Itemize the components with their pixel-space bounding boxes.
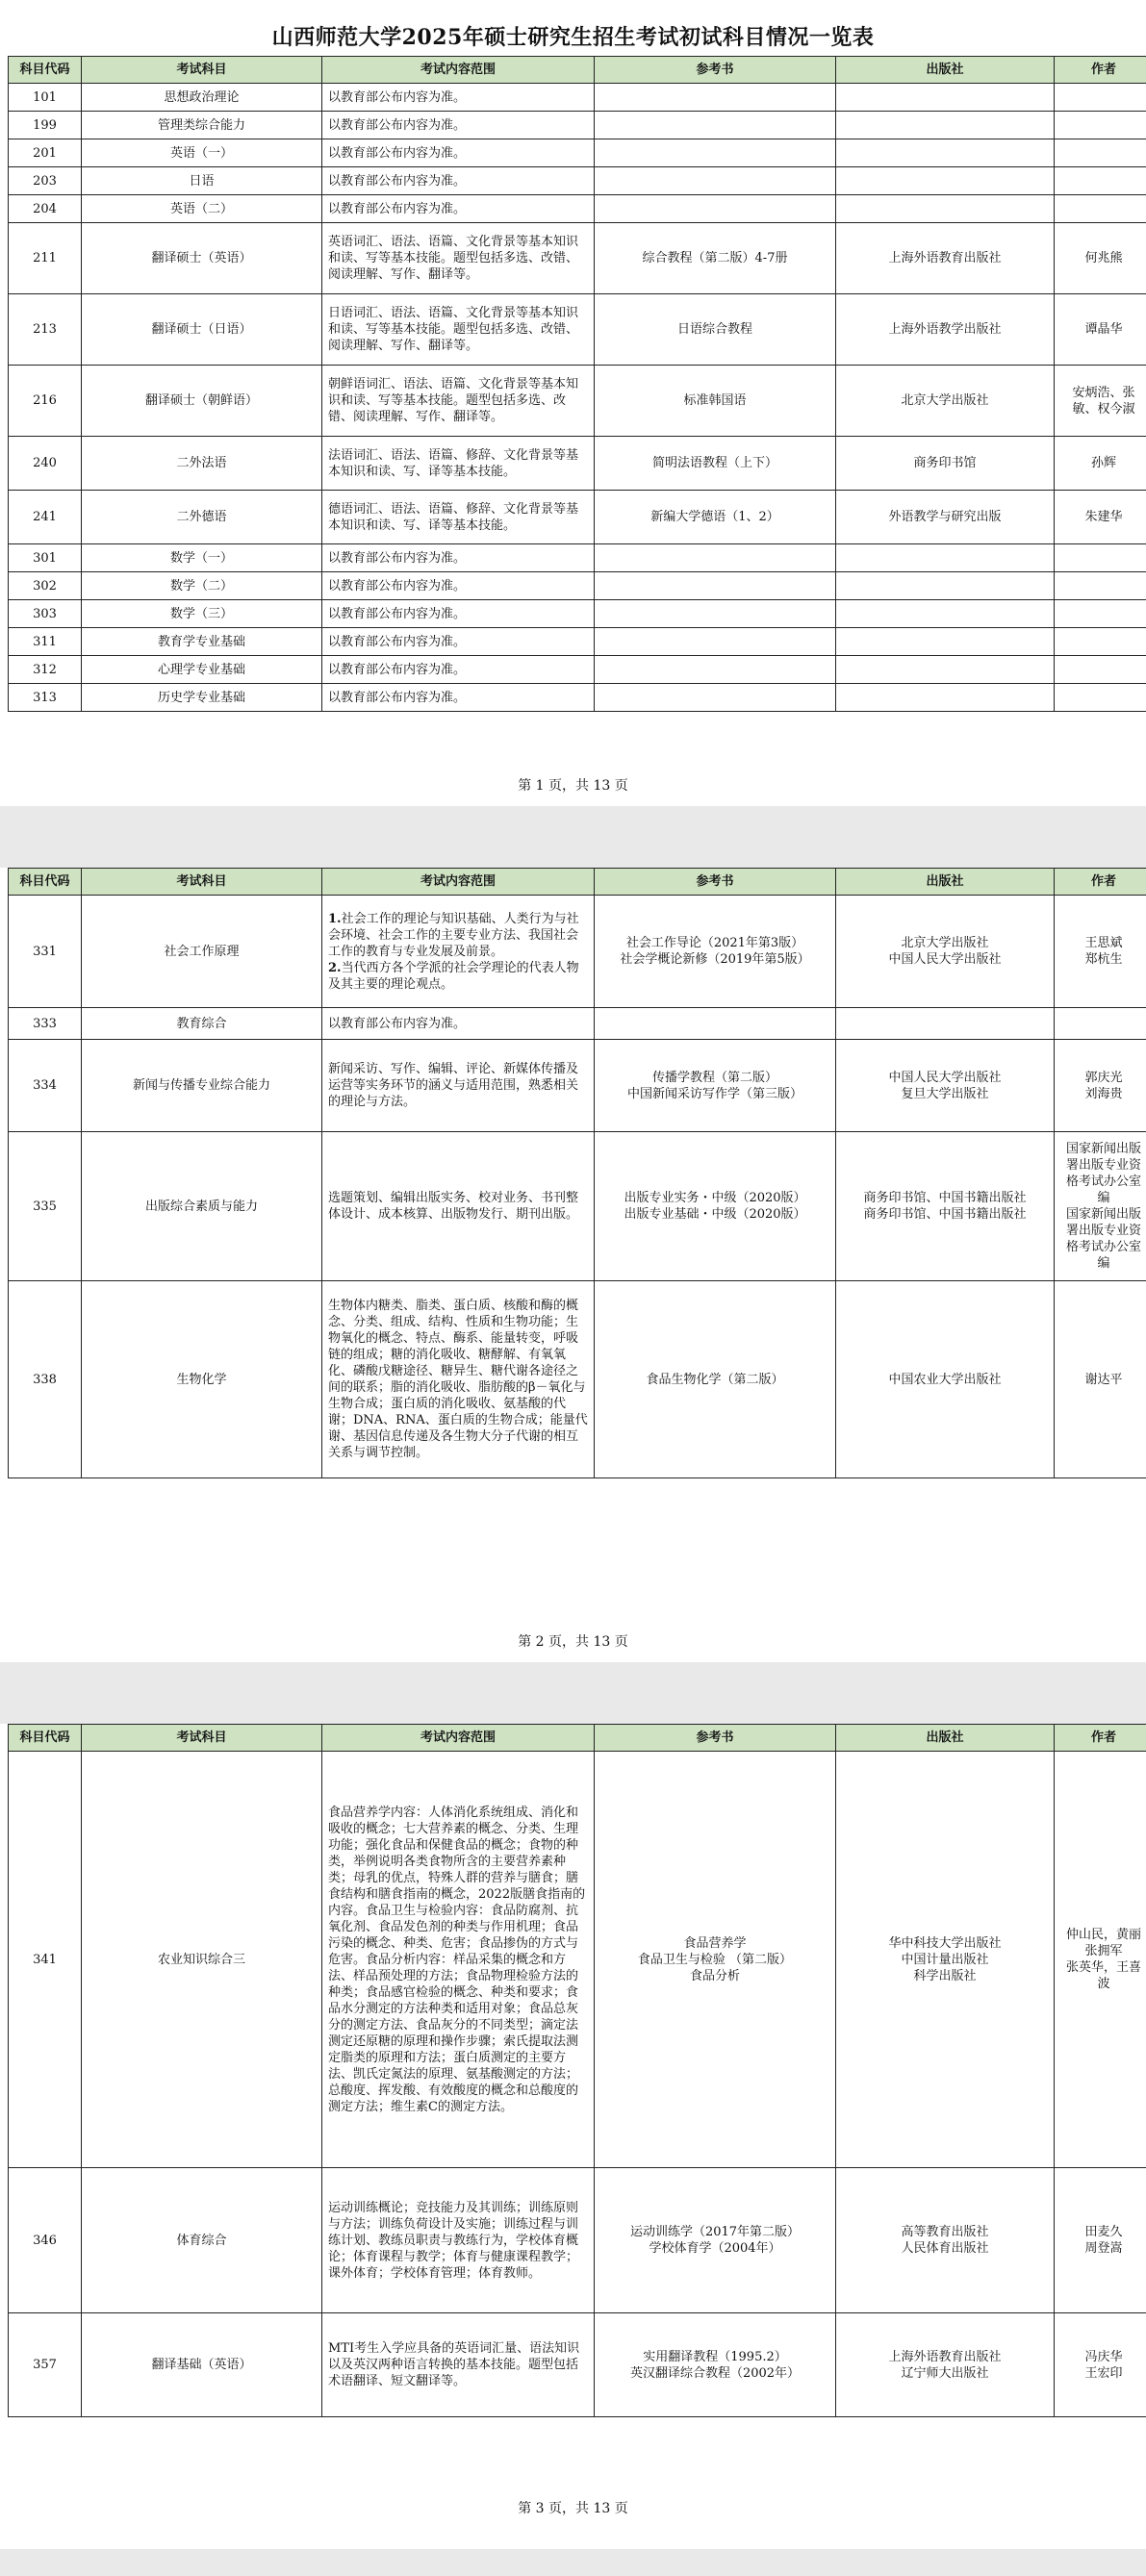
header-book: 参考书	[595, 57, 836, 84]
author-name: 刘海贵	[1084, 1086, 1123, 1101]
scope-cell: 生物体内糖类、脂类、蛋白质、核酸和酶的概念、分类、组成、结构、性质和生物功能；生物氧化的概念、特点、酶系、能量转变，呼吸链的组成；糖的消化吸收、糖酵解、有氧氧化、磷酸戊糖途径、糖异生、糖代谢各途径之间的联系；脂的消化吸收、脂肪酸的β－氧化与生物合成；蛋白质的消化吸收、氨基酸的代谢；DNA、RNA、蛋白质的生物合成；能量代谢、基因信息传递及各生物大分子代谢的相互关系与调节控制。	[322, 1281, 595, 1478]
author-name: 王思斌	[1084, 936, 1123, 950]
author-name: 冯庆华	[1084, 2349, 1123, 2364]
header-publisher: 出版社	[836, 1725, 1055, 1752]
publisher-name: 商务印书馆、中国书籍出版社	[863, 1191, 1027, 1205]
table-row	[9, 2168, 1146, 2313]
author-cell	[1055, 1040, 1146, 1132]
publisher-cell	[836, 1132, 1055, 1281]
book-cell	[595, 656, 836, 684]
publisher-name: 中国人民大学出版社	[888, 1070, 1002, 1085]
subject-cell: 二外法语	[82, 437, 322, 491]
scope-cell: 以教育部公布内容为准。	[322, 112, 595, 139]
author-cell: 谢达平	[1055, 1281, 1146, 1478]
table-row	[9, 1132, 1146, 1281]
book-cell	[595, 628, 836, 656]
header-subject: 考试科目	[82, 1725, 322, 1752]
scope-cell: 以教育部公布内容为准。	[322, 656, 595, 684]
publisher-cell	[836, 544, 1055, 572]
book-title: 出版专业实务・中级（2020版）	[624, 1191, 806, 1205]
publisher-cell: 中国农业大学出版社	[836, 1281, 1055, 1478]
code-cell: 313	[9, 684, 82, 712]
book-cell	[595, 896, 836, 1008]
table-header-row	[9, 57, 1146, 84]
scope-item-number: 2.	[328, 960, 342, 975]
code-cell: 331	[9, 896, 82, 1008]
table-row	[9, 544, 1146, 572]
publisher-cell	[836, 656, 1055, 684]
book-title: 传播学教程（第二版）	[651, 1070, 777, 1085]
table-row	[9, 139, 1146, 167]
publisher-cell: 商务印书馆	[836, 437, 1055, 491]
code-cell: 335	[9, 1132, 82, 1281]
author-cell	[1055, 656, 1146, 684]
publisher-name: 商务印书馆、中国书籍出版社	[863, 1207, 1027, 1222]
subject-cell: 翻译硕士（日语）	[82, 294, 322, 366]
scope-cell: 以教育部公布内容为准。	[322, 195, 595, 223]
header-code: 科目代码	[9, 1725, 82, 1752]
author-cell: 谭晶华	[1055, 294, 1146, 366]
publisher-cell: 上海外语教学出版社	[836, 294, 1055, 366]
book-title: 食品分析	[689, 1968, 740, 1983]
code-cell: 301	[9, 544, 82, 572]
subject-cell: 社会工作原理	[82, 896, 322, 1008]
author-cell: 安炳浩、张敏、权今淑	[1055, 366, 1146, 437]
author-name: 张英华，王喜波	[1065, 1960, 1141, 1991]
code-cell: 213	[9, 294, 82, 366]
scope-cell: 食品营养学内容：人体消化系统组成、消化和吸收的概念；七大营养素的概念、分类、生理功能；强化食品和保健食品的概念；食物的种类，举例说明各类食物所含的主要营养素种类；母乳的优点，特殊人群的营养与膳食；膳食结构和膳食指南的概念，2022版膳食指南的内容。食品卫生与检验内容：食品防腐剂、抗氧化剂、食品发色剂的种类与作用机理；食品污染的概念、种类、危害；食品掺伪的方式与危害。食品分析内容：样品采集的概念和方法、样品预处理的方法；食品物理检验方法的种类；食品感官检验的概念、种类和要求；食品水分测定的方法种类和适用对象；食品总灰分的测定方法、食品灰分的不同类型；滴定法测定还原糖的原理和操作步骤；索氏提取法测定脂类的原理和方法；蛋白质测定的主要方法、凯氏定氮法的原理、氨基酸测定的方法；总酸度、挥发酸、有效酸度的概念和总酸度的测定方法；维生素C的测定方法。	[322, 1752, 595, 2168]
publisher-cell	[836, 84, 1055, 112]
scope-cell	[322, 896, 595, 1008]
publisher-cell	[836, 600, 1055, 628]
author-cell	[1055, 1132, 1146, 1281]
subject-cell: 农业知识综合三	[82, 1752, 322, 2168]
table-row	[9, 656, 1146, 684]
author-cell	[1055, 1752, 1146, 2168]
subject-cell: 历史学专业基础	[82, 684, 322, 712]
book-cell	[595, 1132, 836, 1281]
publisher-cell	[836, 2313, 1055, 2417]
code-cell: 303	[9, 600, 82, 628]
book-cell	[595, 167, 836, 195]
table-row	[9, 1281, 1146, 1478]
publisher-cell	[836, 628, 1055, 656]
exam-table-page-1	[8, 56, 1146, 712]
book-cell	[595, 684, 836, 712]
book-cell: 新编大学德语（1、2）	[595, 491, 836, 544]
book-title: 社会学概论新修（2019年第5版）	[620, 952, 810, 967]
subject-cell: 管理类综合能力	[82, 112, 322, 139]
publisher-cell	[836, 1752, 1055, 2168]
book-cell: 日语综合教程	[595, 294, 836, 366]
code-cell: 338	[9, 1281, 82, 1478]
table-row	[9, 684, 1146, 712]
publisher-cell	[836, 572, 1055, 600]
table-row	[9, 1008, 1146, 1040]
subject-cell: 出版综合素质与能力	[82, 1132, 322, 1281]
page-number: 第 1 页，共 13 页	[518, 778, 628, 794]
scope-cell: 以教育部公布内容为准。	[322, 628, 595, 656]
header-subject: 考试科目	[82, 57, 322, 84]
table-row	[9, 572, 1146, 600]
subject-cell: 翻译硕士（英语）	[82, 223, 322, 294]
subject-cell: 数学（三）	[82, 600, 322, 628]
publisher-name: 辽宁师大出版社	[901, 2365, 989, 2381]
header-code: 科目代码	[9, 57, 82, 84]
header-scope: 考试内容范围	[322, 1725, 595, 1752]
book-cell	[595, 139, 836, 167]
subject-cell: 英语（二）	[82, 195, 322, 223]
book-cell	[595, 1040, 836, 1132]
scope-cell: 以教育部公布内容为准。	[322, 572, 595, 600]
author-name: 张拥军	[1084, 1944, 1123, 1958]
author-cell	[1055, 544, 1146, 572]
author-cell	[1055, 84, 1146, 112]
book-cell	[595, 112, 836, 139]
publisher-name: 上海外语教育出版社	[888, 2349, 1002, 2364]
table-row	[9, 223, 1146, 294]
author-name: 仲山民，黄丽	[1065, 1928, 1141, 1942]
subject-cell: 翻译硕士（朝鲜语）	[82, 366, 322, 437]
book-title: 实用翻译教程（1995.2）	[643, 2349, 787, 2364]
code-cell: 240	[9, 437, 82, 491]
author-cell	[1055, 896, 1146, 1008]
table-row	[9, 112, 1146, 139]
table-row	[9, 896, 1146, 1008]
page-gap	[0, 2549, 1146, 2576]
table-row	[9, 1040, 1146, 1132]
publisher-cell: 上海外语教育出版社	[836, 223, 1055, 294]
code-cell: 241	[9, 491, 82, 544]
scope-cell: 以教育部公布内容为准。	[322, 1008, 595, 1040]
table-row	[9, 437, 1146, 491]
scope-item-text: 当代西方各个学派的社会学理论的代表人物及其主要的理论观点。	[328, 960, 579, 992]
header-book: 参考书	[595, 1725, 836, 1752]
scope-cell: 以教育部公布内容为准。	[322, 544, 595, 572]
book-cell	[595, 2313, 836, 2417]
book-cell: 标准韩国语	[595, 366, 836, 437]
table-row	[9, 1752, 1146, 2168]
scope-cell: 新闻采访、写作、编辑、评论、新媒体传播及运营等实务环节的涵义与适用范围，熟悉相关的理论与方法。	[322, 1040, 595, 1132]
page-gap	[0, 806, 1146, 868]
scope-cell: 以教育部公布内容为准。	[322, 84, 595, 112]
publisher-name: 中国计量出版社	[901, 1952, 989, 1967]
table-header-row	[9, 869, 1146, 896]
header-scope: 考试内容范围	[322, 869, 595, 896]
page-gap	[0, 1662, 1146, 1724]
subject-cell: 数学（一）	[82, 544, 322, 572]
scope-cell: 英语词汇、语法、语篇、文化背景等基本知识和读、写等基本技能。题型包括多选、改错、阅读理解、写作、翻译等。	[322, 223, 595, 294]
author-cell	[1055, 1008, 1146, 1040]
author-cell	[1055, 195, 1146, 223]
subject-cell: 日语	[82, 167, 322, 195]
code-cell: 216	[9, 366, 82, 437]
publisher-cell	[836, 195, 1055, 223]
author-cell	[1055, 600, 1146, 628]
scope-cell: 德语词汇、语法、语篇、修辞、文化背景等基本知识和读、写、译等基本技能。	[322, 491, 595, 544]
scope-cell: 以教育部公布内容为准。	[322, 139, 595, 167]
publisher-cell	[836, 684, 1055, 712]
author-cell	[1055, 2168, 1146, 2313]
publisher-cell	[836, 2168, 1055, 2313]
subject-cell: 英语（一）	[82, 139, 322, 167]
table-header-row	[9, 1725, 1146, 1752]
book-cell: 简明法语教程（上下）	[595, 437, 836, 491]
author-name: 国家新闻出版署出版专业资格考试办公室编	[1065, 1207, 1141, 1271]
scope-cell: MTI考生入学应具备的英语词汇量、语法知识以及英汉两种语言转换的基本技能。题型包括术语翻译、短文翻译等。	[322, 2313, 595, 2417]
subject-cell: 生物化学	[82, 1281, 322, 1478]
publisher-cell: 外语教学与研究出版	[836, 491, 1055, 544]
author-cell	[1055, 2313, 1146, 2417]
publisher-cell	[836, 112, 1055, 139]
book-cell	[595, 544, 836, 572]
header-subject: 考试科目	[82, 869, 322, 896]
publisher-cell: 北京大学出版社	[836, 366, 1055, 437]
author-cell: 何兆熊	[1055, 223, 1146, 294]
author-name: 国家新闻出版署出版专业资格考试办公室编	[1065, 1142, 1141, 1205]
subject-cell: 翻译基础（英语）	[82, 2313, 322, 2417]
header-scope: 考试内容范围	[322, 57, 595, 84]
table-row	[9, 294, 1146, 366]
table-row	[9, 628, 1146, 656]
header-author: 作者	[1055, 57, 1146, 84]
publisher-cell	[836, 1040, 1055, 1132]
table-row	[9, 84, 1146, 112]
author-cell	[1055, 139, 1146, 167]
scope-cell: 日语词汇、语法、语篇、文化背景等基本知识和读、写等基本技能。题型包括多选、改错、阅读理解、写作、翻译等。	[322, 294, 595, 366]
subject-cell: 思想政治理论	[82, 84, 322, 112]
header-publisher: 出版社	[836, 57, 1055, 84]
subject-cell: 二外德语	[82, 491, 322, 544]
table-row	[9, 491, 1146, 544]
publisher-name: 科学出版社	[913, 1968, 977, 1983]
scope-cell: 以教育部公布内容为准。	[322, 600, 595, 628]
exam-table-page-3	[8, 1724, 1146, 2417]
code-cell: 211	[9, 223, 82, 294]
author-name: 郑杭生	[1084, 952, 1123, 967]
header-book: 参考书	[595, 869, 836, 896]
book-title: 学校体育学（2004年）	[649, 2241, 781, 2256]
scope-cell: 选题策划、编辑出版实务、校对业务、书刊整体设计、成本核算、出版物发行、期刊出版。	[322, 1132, 595, 1281]
code-cell: 346	[9, 2168, 82, 2313]
publisher-cell	[836, 139, 1055, 167]
book-cell	[595, 1752, 836, 2168]
subject-cell: 心理学专业基础	[82, 656, 322, 684]
table-row	[9, 195, 1146, 223]
author-cell	[1055, 112, 1146, 139]
book-cell	[595, 2168, 836, 2313]
code-cell: 333	[9, 1008, 82, 1040]
book-cell: 综合教程（第二版）4-7册	[595, 223, 836, 294]
subject-cell: 数学（二）	[82, 572, 322, 600]
book-title: 运动训练学（2017年第二版）	[629, 2225, 801, 2239]
book-title: 食品营养学	[683, 1935, 747, 1951]
publisher-cell	[836, 896, 1055, 1008]
book-title: 出版专业基础・中级（2020版）	[624, 1207, 806, 1222]
book-cell	[595, 572, 836, 600]
publisher-cell	[836, 1008, 1055, 1040]
header-code: 科目代码	[9, 869, 82, 896]
code-cell: 312	[9, 656, 82, 684]
author-cell	[1055, 628, 1146, 656]
table-row	[9, 366, 1146, 437]
code-cell: 101	[9, 84, 82, 112]
code-cell: 201	[9, 139, 82, 167]
table-row	[9, 600, 1146, 628]
publisher-name: 北京大学出版社	[901, 936, 989, 950]
table-row	[9, 167, 1146, 195]
code-cell: 341	[9, 1752, 82, 2168]
author-name: 田麦久	[1084, 2225, 1123, 2239]
book-cell: 食品生物化学（第二版）	[595, 1281, 836, 1478]
code-cell: 334	[9, 1040, 82, 1132]
subject-cell: 体育综合	[82, 2168, 322, 2313]
page-number: 第 3 页，共 13 页	[518, 2501, 628, 2516]
book-title: 食品卫生与检验 （第二版）	[637, 1952, 793, 1967]
author-cell: 孙辉	[1055, 437, 1146, 491]
scope-cell: 朝鲜语词汇、语法、语篇、文化背景等基本知识和读、写等基本技能。题型包括多选、改错、阅读理解、写作、翻译等。	[322, 366, 595, 437]
book-cell	[595, 600, 836, 628]
book-title: 社会工作导论（2021年第3版）	[625, 936, 804, 950]
publisher-name: 人民体育出版社	[901, 2241, 989, 2256]
author-name: 郭庆光	[1084, 1070, 1123, 1085]
code-cell: 204	[9, 195, 82, 223]
publisher-name: 复旦大学出版社	[901, 1086, 989, 1101]
scope-cell: 以教育部公布内容为准。	[322, 684, 595, 712]
book-title: 英汉翻译综合教程（2002年）	[629, 2365, 801, 2381]
author-name: 周登嵩	[1084, 2241, 1123, 2256]
header-publisher: 出版社	[836, 869, 1055, 896]
exam-table-page-2	[8, 868, 1146, 1478]
scope-cell: 以教育部公布内容为准。	[322, 167, 595, 195]
code-cell: 203	[9, 167, 82, 195]
book-cell	[595, 84, 836, 112]
document-title: 山西师范大学2025年硕士研究生招生考试初试科目情况一览表	[271, 25, 875, 50]
publisher-name: 中国人民大学出版社	[888, 952, 1002, 967]
book-title: 中国新闻采访写作学（第三版）	[626, 1086, 802, 1101]
header-author: 作者	[1055, 1725, 1146, 1752]
author-cell	[1055, 684, 1146, 712]
scope-cell: 法语词汇、语法、语篇、修辞、文化背景等基本知识和读、写、译等基本技能。	[322, 437, 595, 491]
table-row	[9, 2313, 1146, 2417]
subject-cell: 教育学专业基础	[82, 628, 322, 656]
author-cell: 朱建华	[1055, 491, 1146, 544]
publisher-cell	[836, 167, 1055, 195]
header-author: 作者	[1055, 869, 1146, 896]
subject-cell: 教育综合	[82, 1008, 322, 1040]
scope-item-text: 社会工作的理论与知识基础、人类行为与社会环境、社会工作的主要专业方法、我国社会工作的教育与专业发展及前景。	[328, 911, 579, 959]
code-cell: 357	[9, 2313, 82, 2417]
subject-cell: 新闻与传播专业综合能力	[82, 1040, 322, 1132]
publisher-name: 华中科技大学出版社	[888, 1935, 1002, 1951]
code-cell: 311	[9, 628, 82, 656]
author-cell	[1055, 572, 1146, 600]
scope-item-number: 1.	[328, 911, 342, 926]
book-cell	[595, 195, 836, 223]
page-number: 第 2 页，共 13 页	[518, 1634, 628, 1650]
book-cell	[595, 1008, 836, 1040]
scope-cell: 运动训练概论；竞技能力及其训练；训练原则与方法；训练负荷设计及实施；训练过程与训练计划、教练员职责与教练行为，学校体育概论；体育课程与教学；体育与健康课程教学；课外体育；学校体育管理；体育教师。	[322, 2168, 595, 2313]
code-cell: 199	[9, 112, 82, 139]
publisher-name: 高等教育出版社	[901, 2225, 989, 2239]
author-name: 王宏印	[1084, 2365, 1123, 2381]
code-cell: 302	[9, 572, 82, 600]
author-cell	[1055, 167, 1146, 195]
